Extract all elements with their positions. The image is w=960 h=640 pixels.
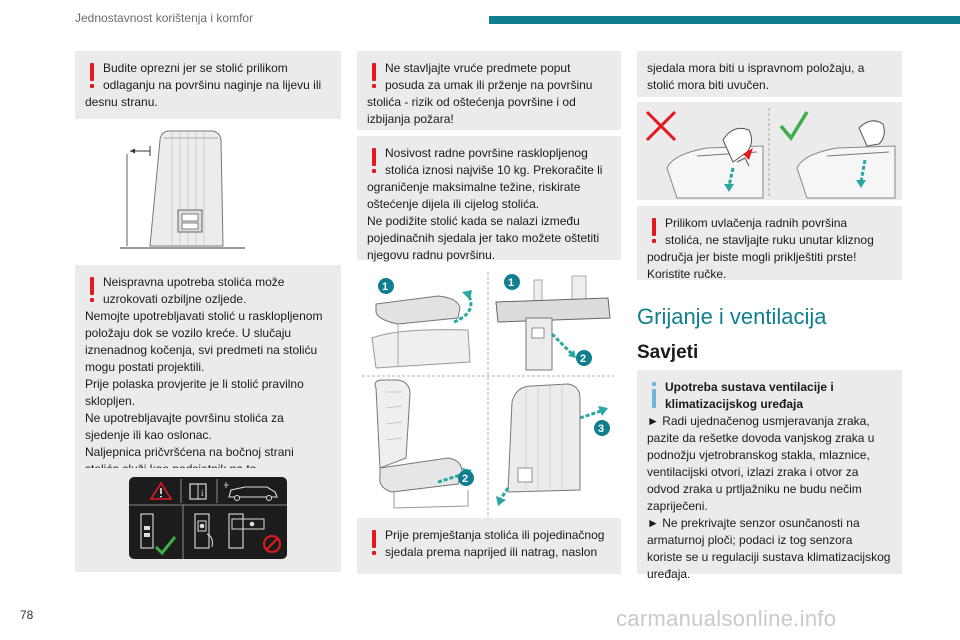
- warning-box-seat-move: Prije premještanja stolića ili pojedinačnog sjedala prema naprijed ili natrag, naslon: [357, 518, 621, 574]
- step-label-2: 2: [580, 353, 587, 365]
- svg-text:i: i: [201, 488, 204, 498]
- step-label-2b: 2: [462, 473, 469, 485]
- table-rotate-illustration: [372, 278, 472, 368]
- header-accent-bar: [489, 16, 960, 24]
- table-base-illustration: [496, 384, 610, 506]
- seat-slide-illustration: [375, 380, 474, 508]
- warning-box-misuse: Neispravna upotreba stolića može uzrokovati ozbiljne ozljede. Nemojte upotrebljavati stolić u rasklopljenom položaju dok se vozilo kreće. U slučaju iznenadnog kočenja, svi predmeti na stoliću mogu postati projektili. Prije polaska provjerite je li stolić pravilno sklopljen. Ne upotrebljavajte površinu stolića za sjedenje ili kao oslonac. Naljepnica pričvršćena na bočnoj strani: [75, 265, 341, 473]
- warning-sticker: [129, 477, 287, 559]
- vehicle-icon: [224, 482, 277, 501]
- warning-box-tilt: Budite oprezni jer se stolić prilikom odlaganju na površinu naginje na lijevu ili desnu stranu.: [75, 51, 341, 119]
- info-icon: [651, 382, 657, 408]
- wrong-cross-icon: [647, 112, 675, 140]
- table-stowed-icon: [141, 514, 153, 548]
- warning-box-load: Nosivost radne površine rasklopljenog stolića iznosi najviše 10 kg. Prekoračite li ograničenje maksimalne težine, riskirate oštećenje dijela ili cijelog stolića. Ne podižite stolić kada se nalazi između pojedinačnih sjedala jer tako možete oštetiti njegovu radnu površinu.: [357, 136, 621, 260]
- table-hand-icon: [195, 514, 212, 548]
- warning-box-continued: sjedala mora biti u ispravnom položaju, a stolić mora biti uvučen.: [637, 51, 902, 97]
- subsection-title: Savjeti: [637, 342, 699, 363]
- table-open-icon: [229, 514, 264, 548]
- warning-icon: [89, 277, 95, 303]
- warning-icon: [371, 63, 377, 89]
- warning-icon: [371, 530, 377, 556]
- step-label-1b: 1: [508, 277, 515, 289]
- page-header-title: Jednostavnost korištenja i komfor: [75, 11, 254, 25]
- hand-position-illustration: [637, 102, 902, 200]
- warning-icon: [651, 218, 657, 244]
- warning-box-hot-items: Ne stavljajte vruće predmete poput posuda za umak ili prženje na površinu stolića - rizik od oštećenja površine i od izbijanja požara!: [357, 51, 621, 130]
- seat-table-movement-illustration: [358, 268, 620, 524]
- table-tilt-illustration: [120, 128, 300, 254]
- correct-hand-drawing: [797, 121, 895, 198]
- wrong-hand-drawing: [667, 128, 763, 198]
- table-extend-illustration: [496, 274, 610, 370]
- warning-sticker-box: [75, 468, 341, 572]
- info-box-ventilation: Upotreba sustava ventilacije i klimatizacijskog uređaja ► Radi ujednačenog usmjeravanja zraka, pazite da rešetke dovoda vanjskog zraka u podnožju vjetrobranskog stakla, mlaznice, ventilacijski otvori, izlazi zraka i otvor za odvod zraka u prtljažniku ne budu nečim zapriječeni. ► Ne prekrivajte senzor osunčanosti na armaturnoj ploči; podaci iz tog senzora koriste se u regulaciji sustava klimatizacijskog uređaja.: [637, 370, 902, 574]
- step-label-1: 1: [382, 281, 389, 293]
- prohibited-icon: [264, 536, 280, 552]
- section-title: Grijanje i ventilacija: [637, 304, 827, 329]
- warning-icon: [371, 148, 377, 174]
- step-label-3: 3: [598, 423, 605, 435]
- warning-triangle-icon: [151, 483, 171, 499]
- page-number: 78: [20, 608, 34, 622]
- warning-icon: [89, 63, 95, 89]
- footer-watermark: carmanualsonline.info: [616, 606, 837, 631]
- warning-box-pinch: Prilikom uvlačenja radnih površina stolića, ne stavljajte ruku unutar kliznog područja jer biste mogli priklještiti prste! Koristite ručke.: [637, 206, 902, 280]
- correct-check-icon: [781, 112, 807, 138]
- manual-book-icon: [190, 484, 206, 499]
- check-icon: [156, 537, 175, 553]
